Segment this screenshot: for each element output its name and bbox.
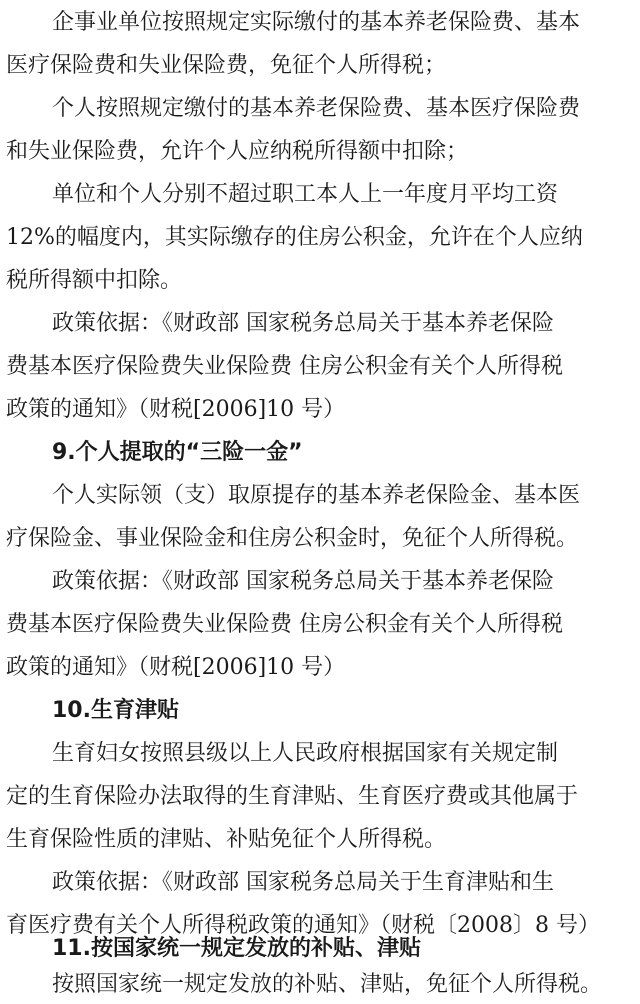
paragraph-line: 定的生育保险办法取得的生育津贴、生育医疗费或其他属于 [6,784,579,809]
paragraph-line: 按照国家统一规定发放的补贴、津贴，免征个人所得税。 [52,972,603,997]
policy-basis-line: 政策依据：《财政部 国家税务总局关于生育津贴和生 [52,870,554,895]
paragraph-line: 疗保险金、事业保险金和住房公积金时，免征个人所得税。 [6,526,579,551]
paragraph-line: 企事业单位按照规定实际缴付的基本养老保险费、基本 [52,10,581,35]
paragraph-line: 和失业保险费，允许个人应纳税所得额中扣除； [6,139,469,164]
policy-basis-line: 政策依据：《财政部 国家税务总局关于基本养老保险 [52,311,554,336]
paragraph-line: 医疗保险费和失业保险费，免征个人所得税； [6,53,447,78]
policy-basis-line: 政策依据：《财政部 国家税务总局关于基本养老保险 [52,569,554,594]
section-heading: 9.个人提取的“三险一金” [52,440,303,465]
section-heading: 10.生育津贴 [52,698,179,723]
policy-basis-line: 费基本医疗保险费失业保险费 住房公积金有关个人所得税 [6,354,563,379]
paragraph-line: 生育保险性质的津贴、补贴免征个人所得税。 [6,827,447,852]
policy-basis-line: 育医疗费有关个人所得税政策的通知》（财税〔2008〕8 号） [6,913,600,938]
paragraph-line: 单位和个人分别不超过职工本人上一年度月平均工资 [52,182,559,207]
section-heading: 11.按国家统一规定发放的补贴、津贴 [52,936,421,961]
paragraph-line: 个人按照规定缴付的基本养老保险费、基本医疗保险费 [52,96,581,121]
paragraph-line: 税所得额中扣除。 [6,268,183,293]
policy-basis-line: 政策的通知》（财税[2006]10 号） [6,655,346,680]
paragraph-line: 生育妇女按照县级以上人民政府根据国家有关规定制 [52,741,559,766]
policy-basis-line: 费基本医疗保险费失业保险费 住房公积金有关个人所得税 [6,612,563,637]
paragraph-line: 12%的幅度内，其实际缴存的住房公积金，允许在个人应纳 [6,225,583,250]
paragraph-line: 个人实际领（支）取原提存的基本养老保险金、基本医 [52,483,581,508]
policy-basis-line: 政策的通知》（财税[2006]10 号） [6,397,346,422]
